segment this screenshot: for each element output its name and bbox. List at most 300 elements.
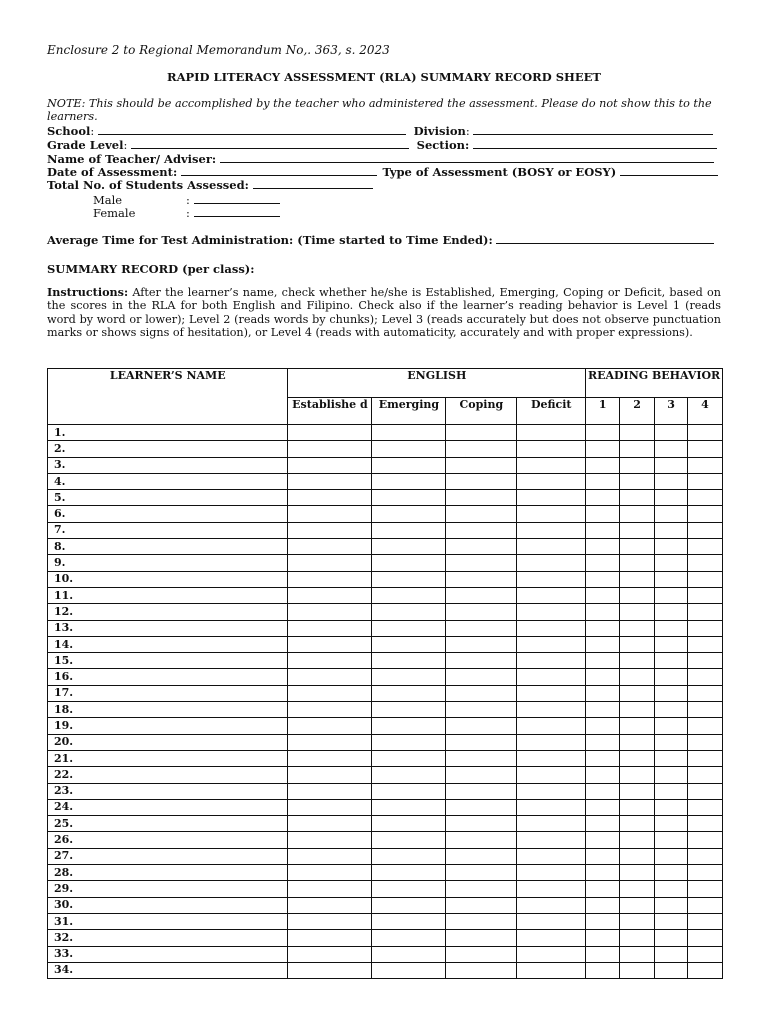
check-cell[interactable] — [288, 930, 372, 946]
check-cell[interactable] — [655, 930, 688, 946]
check-cell[interactable] — [446, 522, 517, 538]
check-cell[interactable] — [446, 799, 517, 815]
check-cell[interactable] — [446, 702, 517, 718]
row-number[interactable]: 3. — [48, 457, 288, 473]
check-cell[interactable] — [687, 832, 722, 848]
check-cell[interactable] — [687, 734, 722, 750]
check-cell[interactable] — [620, 881, 655, 897]
check-cell[interactable] — [288, 587, 372, 603]
row-number[interactable]: 18. — [48, 702, 288, 718]
check-cell[interactable] — [446, 441, 517, 457]
row-number[interactable]: 12. — [48, 604, 288, 620]
check-cell[interactable] — [620, 865, 655, 881]
female-blank[interactable] — [194, 206, 280, 217]
check-cell[interactable] — [446, 620, 517, 636]
check-cell[interactable] — [446, 767, 517, 783]
check-cell[interactable] — [372, 881, 446, 897]
check-cell[interactable] — [446, 962, 517, 978]
check-cell[interactable] — [372, 490, 446, 506]
row-number[interactable]: 30. — [48, 897, 288, 913]
check-cell[interactable] — [655, 457, 688, 473]
check-cell[interactable] — [372, 702, 446, 718]
check-cell[interactable] — [620, 457, 655, 473]
check-cell[interactable] — [372, 930, 446, 946]
check-cell[interactable] — [655, 718, 688, 734]
row-number[interactable]: 29. — [48, 881, 288, 897]
check-cell[interactable] — [586, 783, 620, 799]
check-cell[interactable] — [586, 441, 620, 457]
check-cell[interactable] — [655, 490, 688, 506]
check-cell[interactable] — [288, 897, 372, 913]
check-cell[interactable] — [372, 832, 446, 848]
check-cell[interactable] — [288, 457, 372, 473]
check-cell[interactable] — [288, 750, 372, 766]
check-cell[interactable] — [288, 734, 372, 750]
check-cell[interactable] — [655, 685, 688, 701]
check-cell[interactable] — [288, 962, 372, 978]
row-number[interactable]: 10. — [48, 571, 288, 587]
check-cell[interactable] — [620, 783, 655, 799]
check-cell[interactable] — [655, 669, 688, 685]
check-cell[interactable] — [372, 571, 446, 587]
check-cell[interactable] — [288, 816, 372, 832]
check-cell[interactable] — [655, 734, 688, 750]
check-cell[interactable] — [288, 539, 372, 555]
check-cell[interactable] — [372, 897, 446, 913]
check-cell[interactable] — [620, 718, 655, 734]
check-cell[interactable] — [372, 620, 446, 636]
check-cell[interactable] — [687, 620, 722, 636]
check-cell[interactable] — [517, 653, 586, 669]
check-cell[interactable] — [372, 734, 446, 750]
check-cell[interactable] — [620, 571, 655, 587]
check-cell[interactable] — [517, 930, 586, 946]
check-cell[interactable] — [655, 653, 688, 669]
check-cell[interactable] — [655, 620, 688, 636]
check-cell[interactable] — [288, 636, 372, 652]
check-cell[interactable] — [288, 783, 372, 799]
check-cell[interactable] — [288, 881, 372, 897]
check-cell[interactable] — [517, 636, 586, 652]
check-cell[interactable] — [620, 734, 655, 750]
avg-time-blank[interactable] — [496, 233, 714, 244]
check-cell[interactable] — [586, 962, 620, 978]
check-cell[interactable] — [586, 750, 620, 766]
check-cell[interactable] — [517, 522, 586, 538]
check-cell[interactable] — [517, 555, 586, 571]
check-cell[interactable] — [446, 930, 517, 946]
check-cell[interactable] — [586, 702, 620, 718]
check-cell[interactable] — [620, 897, 655, 913]
check-cell[interactable] — [586, 473, 620, 489]
check-cell[interactable] — [687, 962, 722, 978]
check-cell[interactable] — [687, 604, 722, 620]
row-number[interactable]: 1. — [48, 425, 288, 441]
check-cell[interactable] — [586, 881, 620, 897]
check-cell[interactable] — [655, 816, 688, 832]
check-cell[interactable] — [655, 506, 688, 522]
check-cell[interactable] — [655, 441, 688, 457]
check-cell[interactable] — [620, 587, 655, 603]
check-cell[interactable] — [586, 653, 620, 669]
check-cell[interactable] — [655, 750, 688, 766]
check-cell[interactable] — [288, 669, 372, 685]
check-cell[interactable] — [620, 750, 655, 766]
check-cell[interactable] — [586, 490, 620, 506]
check-cell[interactable] — [586, 718, 620, 734]
check-cell[interactable] — [372, 441, 446, 457]
check-cell[interactable] — [620, 669, 655, 685]
check-cell[interactable] — [517, 832, 586, 848]
check-cell[interactable] — [372, 473, 446, 489]
row-number[interactable]: 25. — [48, 816, 288, 832]
check-cell[interactable] — [687, 718, 722, 734]
check-cell[interactable] — [687, 653, 722, 669]
check-cell[interactable] — [372, 506, 446, 522]
check-cell[interactable] — [372, 865, 446, 881]
check-cell[interactable] — [517, 962, 586, 978]
check-cell[interactable] — [446, 539, 517, 555]
row-number[interactable]: 31. — [48, 913, 288, 929]
check-cell[interactable] — [517, 587, 586, 603]
row-number[interactable]: 8. — [48, 539, 288, 555]
check-cell[interactable] — [372, 718, 446, 734]
check-cell[interactable] — [687, 490, 722, 506]
check-cell[interactable] — [372, 604, 446, 620]
check-cell[interactable] — [446, 685, 517, 701]
check-cell[interactable] — [687, 555, 722, 571]
check-cell[interactable] — [517, 604, 586, 620]
check-cell[interactable] — [687, 848, 722, 864]
row-number[interactable]: 9. — [48, 555, 288, 571]
row-number[interactable]: 17. — [48, 685, 288, 701]
check-cell[interactable] — [620, 473, 655, 489]
row-number[interactable]: 15. — [48, 653, 288, 669]
check-cell[interactable] — [288, 620, 372, 636]
check-cell[interactable] — [620, 685, 655, 701]
check-cell[interactable] — [620, 539, 655, 555]
check-cell[interactable] — [586, 425, 620, 441]
check-cell[interactable] — [372, 636, 446, 652]
check-cell[interactable] — [687, 865, 722, 881]
check-cell[interactable] — [586, 913, 620, 929]
check-cell[interactable] — [288, 506, 372, 522]
check-cell[interactable] — [655, 522, 688, 538]
check-cell[interactable] — [517, 848, 586, 864]
check-cell[interactable] — [517, 750, 586, 766]
check-cell[interactable] — [655, 604, 688, 620]
check-cell[interactable] — [655, 702, 688, 718]
check-cell[interactable] — [517, 897, 586, 913]
check-cell[interactable] — [288, 604, 372, 620]
row-number[interactable]: 23. — [48, 783, 288, 799]
check-cell[interactable] — [517, 620, 586, 636]
check-cell[interactable] — [655, 571, 688, 587]
check-cell[interactable] — [620, 832, 655, 848]
check-cell[interactable] — [446, 490, 517, 506]
row-number[interactable]: 32. — [48, 930, 288, 946]
check-cell[interactable] — [446, 946, 517, 962]
check-cell[interactable] — [372, 816, 446, 832]
check-cell[interactable] — [446, 473, 517, 489]
check-cell[interactable] — [288, 653, 372, 669]
check-cell[interactable] — [446, 865, 517, 881]
division-blank[interactable] — [473, 124, 713, 135]
check-cell[interactable] — [687, 750, 722, 766]
row-number[interactable]: 11. — [48, 587, 288, 603]
check-cell[interactable] — [446, 897, 517, 913]
check-cell[interactable] — [446, 750, 517, 766]
check-cell[interactable] — [586, 571, 620, 587]
check-cell[interactable] — [687, 767, 722, 783]
check-cell[interactable] — [446, 816, 517, 832]
row-number[interactable]: 26. — [48, 832, 288, 848]
check-cell[interactable] — [517, 865, 586, 881]
check-cell[interactable] — [446, 734, 517, 750]
check-cell[interactable] — [620, 913, 655, 929]
check-cell[interactable] — [586, 587, 620, 603]
check-cell[interactable] — [687, 425, 722, 441]
row-number[interactable]: 19. — [48, 718, 288, 734]
check-cell[interactable] — [446, 636, 517, 652]
check-cell[interactable] — [517, 881, 586, 897]
check-cell[interactable] — [446, 913, 517, 929]
check-cell[interactable] — [517, 799, 586, 815]
row-number[interactable]: 5. — [48, 490, 288, 506]
row-number[interactable]: 4. — [48, 473, 288, 489]
check-cell[interactable] — [586, 897, 620, 913]
check-cell[interactable] — [517, 734, 586, 750]
check-cell[interactable] — [586, 767, 620, 783]
check-cell[interactable] — [446, 653, 517, 669]
check-cell[interactable] — [586, 865, 620, 881]
check-cell[interactable] — [517, 457, 586, 473]
check-cell[interactable] — [687, 587, 722, 603]
check-cell[interactable] — [620, 604, 655, 620]
total-blank[interactable] — [253, 178, 373, 189]
check-cell[interactable] — [655, 636, 688, 652]
check-cell[interactable] — [517, 539, 586, 555]
check-cell[interactable] — [687, 913, 722, 929]
check-cell[interactable] — [288, 913, 372, 929]
check-cell[interactable] — [446, 555, 517, 571]
check-cell[interactable] — [620, 620, 655, 636]
check-cell[interactable] — [288, 702, 372, 718]
check-cell[interactable] — [517, 767, 586, 783]
check-cell[interactable] — [620, 702, 655, 718]
check-cell[interactable] — [517, 702, 586, 718]
check-cell[interactable] — [446, 457, 517, 473]
check-cell[interactable] — [517, 946, 586, 962]
check-cell[interactable] — [517, 473, 586, 489]
check-cell[interactable] — [446, 881, 517, 897]
check-cell[interactable] — [288, 865, 372, 881]
check-cell[interactable] — [288, 832, 372, 848]
check-cell[interactable] — [655, 848, 688, 864]
row-number[interactable]: 28. — [48, 865, 288, 881]
check-cell[interactable] — [655, 783, 688, 799]
check-cell[interactable] — [655, 799, 688, 815]
check-cell[interactable] — [687, 799, 722, 815]
check-cell[interactable] — [687, 783, 722, 799]
check-cell[interactable] — [687, 457, 722, 473]
check-cell[interactable] — [372, 587, 446, 603]
check-cell[interactable] — [288, 555, 372, 571]
check-cell[interactable] — [288, 490, 372, 506]
check-cell[interactable] — [586, 734, 620, 750]
check-cell[interactable] — [655, 962, 688, 978]
check-cell[interactable] — [517, 506, 586, 522]
check-cell[interactable] — [655, 832, 688, 848]
check-cell[interactable] — [687, 473, 722, 489]
check-cell[interactable] — [517, 783, 586, 799]
check-cell[interactable] — [372, 848, 446, 864]
check-cell[interactable] — [586, 799, 620, 815]
check-cell[interactable] — [687, 685, 722, 701]
check-cell[interactable] — [288, 767, 372, 783]
check-cell[interactable] — [620, 490, 655, 506]
check-cell[interactable] — [446, 718, 517, 734]
check-cell[interactable] — [687, 881, 722, 897]
check-cell[interactable] — [655, 555, 688, 571]
check-cell[interactable] — [288, 522, 372, 538]
check-cell[interactable] — [620, 799, 655, 815]
check-cell[interactable] — [446, 425, 517, 441]
check-cell[interactable] — [687, 539, 722, 555]
check-cell[interactable] — [687, 522, 722, 538]
check-cell[interactable] — [372, 539, 446, 555]
check-cell[interactable] — [620, 816, 655, 832]
row-number[interactable]: 21. — [48, 750, 288, 766]
check-cell[interactable] — [586, 685, 620, 701]
check-cell[interactable] — [446, 848, 517, 864]
check-cell[interactable] — [517, 913, 586, 929]
row-number[interactable]: 33. — [48, 946, 288, 962]
row-number[interactable]: 7. — [48, 522, 288, 538]
check-cell[interactable] — [446, 604, 517, 620]
check-cell[interactable] — [687, 930, 722, 946]
check-cell[interactable] — [620, 848, 655, 864]
check-cell[interactable] — [517, 490, 586, 506]
row-number[interactable]: 27. — [48, 848, 288, 864]
check-cell[interactable] — [586, 457, 620, 473]
check-cell[interactable] — [620, 946, 655, 962]
check-cell[interactable] — [288, 718, 372, 734]
check-cell[interactable] — [446, 587, 517, 603]
school-blank[interactable] — [98, 124, 406, 135]
check-cell[interactable] — [620, 555, 655, 571]
grade-level-blank[interactable] — [131, 138, 409, 149]
section-blank[interactable] — [473, 138, 717, 149]
check-cell[interactable] — [372, 767, 446, 783]
check-cell[interactable] — [687, 506, 722, 522]
check-cell[interactable] — [620, 522, 655, 538]
check-cell[interactable] — [586, 636, 620, 652]
check-cell[interactable] — [372, 685, 446, 701]
check-cell[interactable] — [372, 962, 446, 978]
check-cell[interactable] — [517, 425, 586, 441]
check-cell[interactable] — [655, 897, 688, 913]
check-cell[interactable] — [620, 767, 655, 783]
check-cell[interactable] — [288, 571, 372, 587]
check-cell[interactable] — [655, 913, 688, 929]
check-cell[interactable] — [687, 441, 722, 457]
check-cell[interactable] — [655, 946, 688, 962]
row-number[interactable]: 2. — [48, 441, 288, 457]
check-cell[interactable] — [517, 571, 586, 587]
check-cell[interactable] — [372, 783, 446, 799]
check-cell[interactable] — [288, 425, 372, 441]
check-cell[interactable] — [655, 587, 688, 603]
check-cell[interactable] — [517, 669, 586, 685]
check-cell[interactable] — [288, 473, 372, 489]
check-cell[interactable] — [655, 865, 688, 881]
check-cell[interactable] — [655, 881, 688, 897]
check-cell[interactable] — [687, 816, 722, 832]
check-cell[interactable] — [586, 930, 620, 946]
check-cell[interactable] — [687, 946, 722, 962]
check-cell[interactable] — [586, 555, 620, 571]
check-cell[interactable] — [586, 620, 620, 636]
check-cell[interactable] — [517, 816, 586, 832]
row-number[interactable]: 16. — [48, 669, 288, 685]
check-cell[interactable] — [687, 669, 722, 685]
check-cell[interactable] — [687, 636, 722, 652]
check-cell[interactable] — [620, 636, 655, 652]
check-cell[interactable] — [288, 685, 372, 701]
check-cell[interactable] — [655, 473, 688, 489]
check-cell[interactable] — [586, 539, 620, 555]
check-cell[interactable] — [372, 425, 446, 441]
check-cell[interactable] — [620, 441, 655, 457]
check-cell[interactable] — [586, 604, 620, 620]
type-blank[interactable] — [620, 165, 718, 176]
row-number[interactable]: 22. — [48, 767, 288, 783]
check-cell[interactable] — [288, 441, 372, 457]
check-cell[interactable] — [517, 441, 586, 457]
teacher-blank[interactable] — [220, 152, 714, 163]
check-cell[interactable] — [620, 653, 655, 669]
check-cell[interactable] — [446, 571, 517, 587]
check-cell[interactable] — [620, 425, 655, 441]
check-cell[interactable] — [288, 848, 372, 864]
check-cell[interactable] — [372, 799, 446, 815]
check-cell[interactable] — [372, 669, 446, 685]
check-cell[interactable] — [586, 522, 620, 538]
check-cell[interactable] — [586, 848, 620, 864]
check-cell[interactable] — [446, 506, 517, 522]
male-blank[interactable] — [194, 193, 280, 204]
check-cell[interactable] — [655, 425, 688, 441]
check-cell[interactable] — [372, 750, 446, 766]
check-cell[interactable] — [446, 832, 517, 848]
check-cell[interactable] — [655, 539, 688, 555]
check-cell[interactable] — [517, 685, 586, 701]
check-cell[interactable] — [687, 702, 722, 718]
check-cell[interactable] — [586, 669, 620, 685]
check-cell[interactable] — [687, 897, 722, 913]
check-cell[interactable] — [586, 946, 620, 962]
row-number[interactable]: 20. — [48, 734, 288, 750]
check-cell[interactable] — [372, 555, 446, 571]
check-cell[interactable] — [620, 930, 655, 946]
check-cell[interactable] — [372, 913, 446, 929]
check-cell[interactable] — [372, 653, 446, 669]
check-cell[interactable] — [446, 669, 517, 685]
check-cell[interactable] — [620, 962, 655, 978]
check-cell[interactable] — [372, 457, 446, 473]
row-number[interactable]: 6. — [48, 506, 288, 522]
